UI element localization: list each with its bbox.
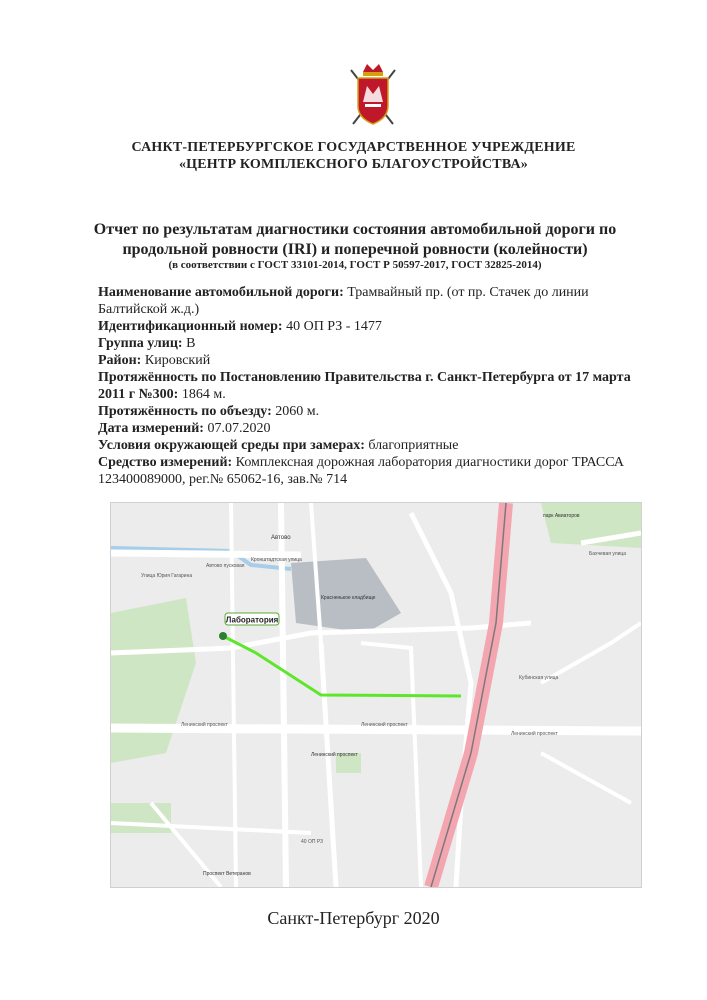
field-road-name: [98, 284, 658, 318]
map-label-leninsky-2: Ленинский проспект: [361, 722, 408, 728]
map-label-bolshaya: Бахчевая улица: [589, 551, 627, 557]
field-value: 07.07.2020: [203, 421, 271, 436]
field-value: 1864 м.: [178, 387, 226, 402]
report-title-line-2: продольной ровности (IRI) и поперечной ровности (колейности): [122, 241, 588, 258]
field-label: Группа улиц:: [98, 336, 183, 351]
field-label: Дата измерений:: [98, 421, 204, 436]
map-label-avtovo-depot: Автово пусковая: [206, 563, 245, 569]
field-label: Район:: [98, 353, 142, 368]
map-label-veteranov: Проспект Ветеранов: [203, 871, 251, 877]
field-measure-date: [98, 420, 658, 437]
map-label-leninsky-1: Ленинский проспект: [181, 722, 228, 728]
map-label-avtovo: Автово: [271, 535, 291, 541]
field-value: 40 ОП РЗ - 1477: [282, 319, 382, 334]
map-label-kubinskaya: Кубинская улица: [519, 675, 559, 681]
map-label-leninsky-3: Ленинский проспект: [511, 731, 558, 737]
field-label: Протяжённость по Постановлению Правительства г. Санкт-Петербурга от 17 марта 2011 г №300:: [98, 370, 631, 402]
field-value: Кировский: [141, 353, 211, 368]
field-district: [98, 352, 658, 369]
report-fields: [98, 284, 658, 488]
field-value: Комплексная дорожная лаборатория диагностики дорог ТРАССА 123400089000, рег.№ 65062-16, зав.№ 714: [98, 455, 624, 487]
field-value: Трамвайный пр. (от пр. Стачек до линии Балтийской ж.д.): [98, 285, 589, 317]
footer-city-year: Санкт-Петербург 2020: [267, 908, 440, 928]
field-label: Условия окружающей среды при замерах:: [98, 438, 365, 453]
field-label: Средство измерений:: [98, 455, 233, 470]
route-map: [110, 502, 642, 888]
field-value: благоприятные: [364, 438, 459, 453]
field-label: Протяжённость по объезду:: [98, 404, 272, 419]
standards-reference: (в соответствии с ГОСТ 33101-2014, ГОСТ Р 50597-2017, ГОСТ 32825-2014): [168, 259, 542, 271]
field-id-number: [98, 318, 658, 335]
lab-marker-icon: [219, 632, 227, 640]
field-length-detour: [98, 403, 658, 420]
field-label: Идентификационный номер:: [98, 319, 283, 334]
map-label-leninsky-metro: Ленинский проспект: [311, 752, 358, 758]
field-conditions: [98, 437, 658, 454]
field-length-decree: [98, 369, 658, 403]
field-instrument: [98, 454, 658, 488]
field-value: В: [182, 336, 196, 351]
coat-of-arms-emblem: [343, 62, 403, 132]
map-label-krasnenkoe: Красненькое кладбище: [321, 595, 376, 601]
field-label: Наименование автомобильной дороги:: [98, 285, 344, 300]
field-street-group: [98, 335, 658, 352]
report-title-line-1: Отчет по результатам диагностики состояния автомобильной дороги по: [93, 221, 617, 238]
lab-marker-label: Лаборатория: [225, 615, 279, 625]
map-label-road-num: 40 ОП РЗ: [301, 839, 324, 845]
map-label-kronshtadtskaya: Кронштадтская улица: [251, 557, 302, 563]
organization-line-2: «ЦЕНТР КОМПЛЕКСНОГО БЛАГОУСТРОЙСТВА»: [178, 157, 528, 172]
map-label-park: парк Авиаторов: [543, 513, 580, 519]
map-label-yuri-gagarin: Улица Юрия Гагарина: [141, 573, 193, 579]
field-value: 2060 м.: [271, 404, 320, 419]
organization-line-1: САНКТ-ПЕТЕРБУРГСКОЕ ГОСУДАРСТВЕННОЕ УЧРЕЖДЕНИЕ: [131, 140, 576, 155]
